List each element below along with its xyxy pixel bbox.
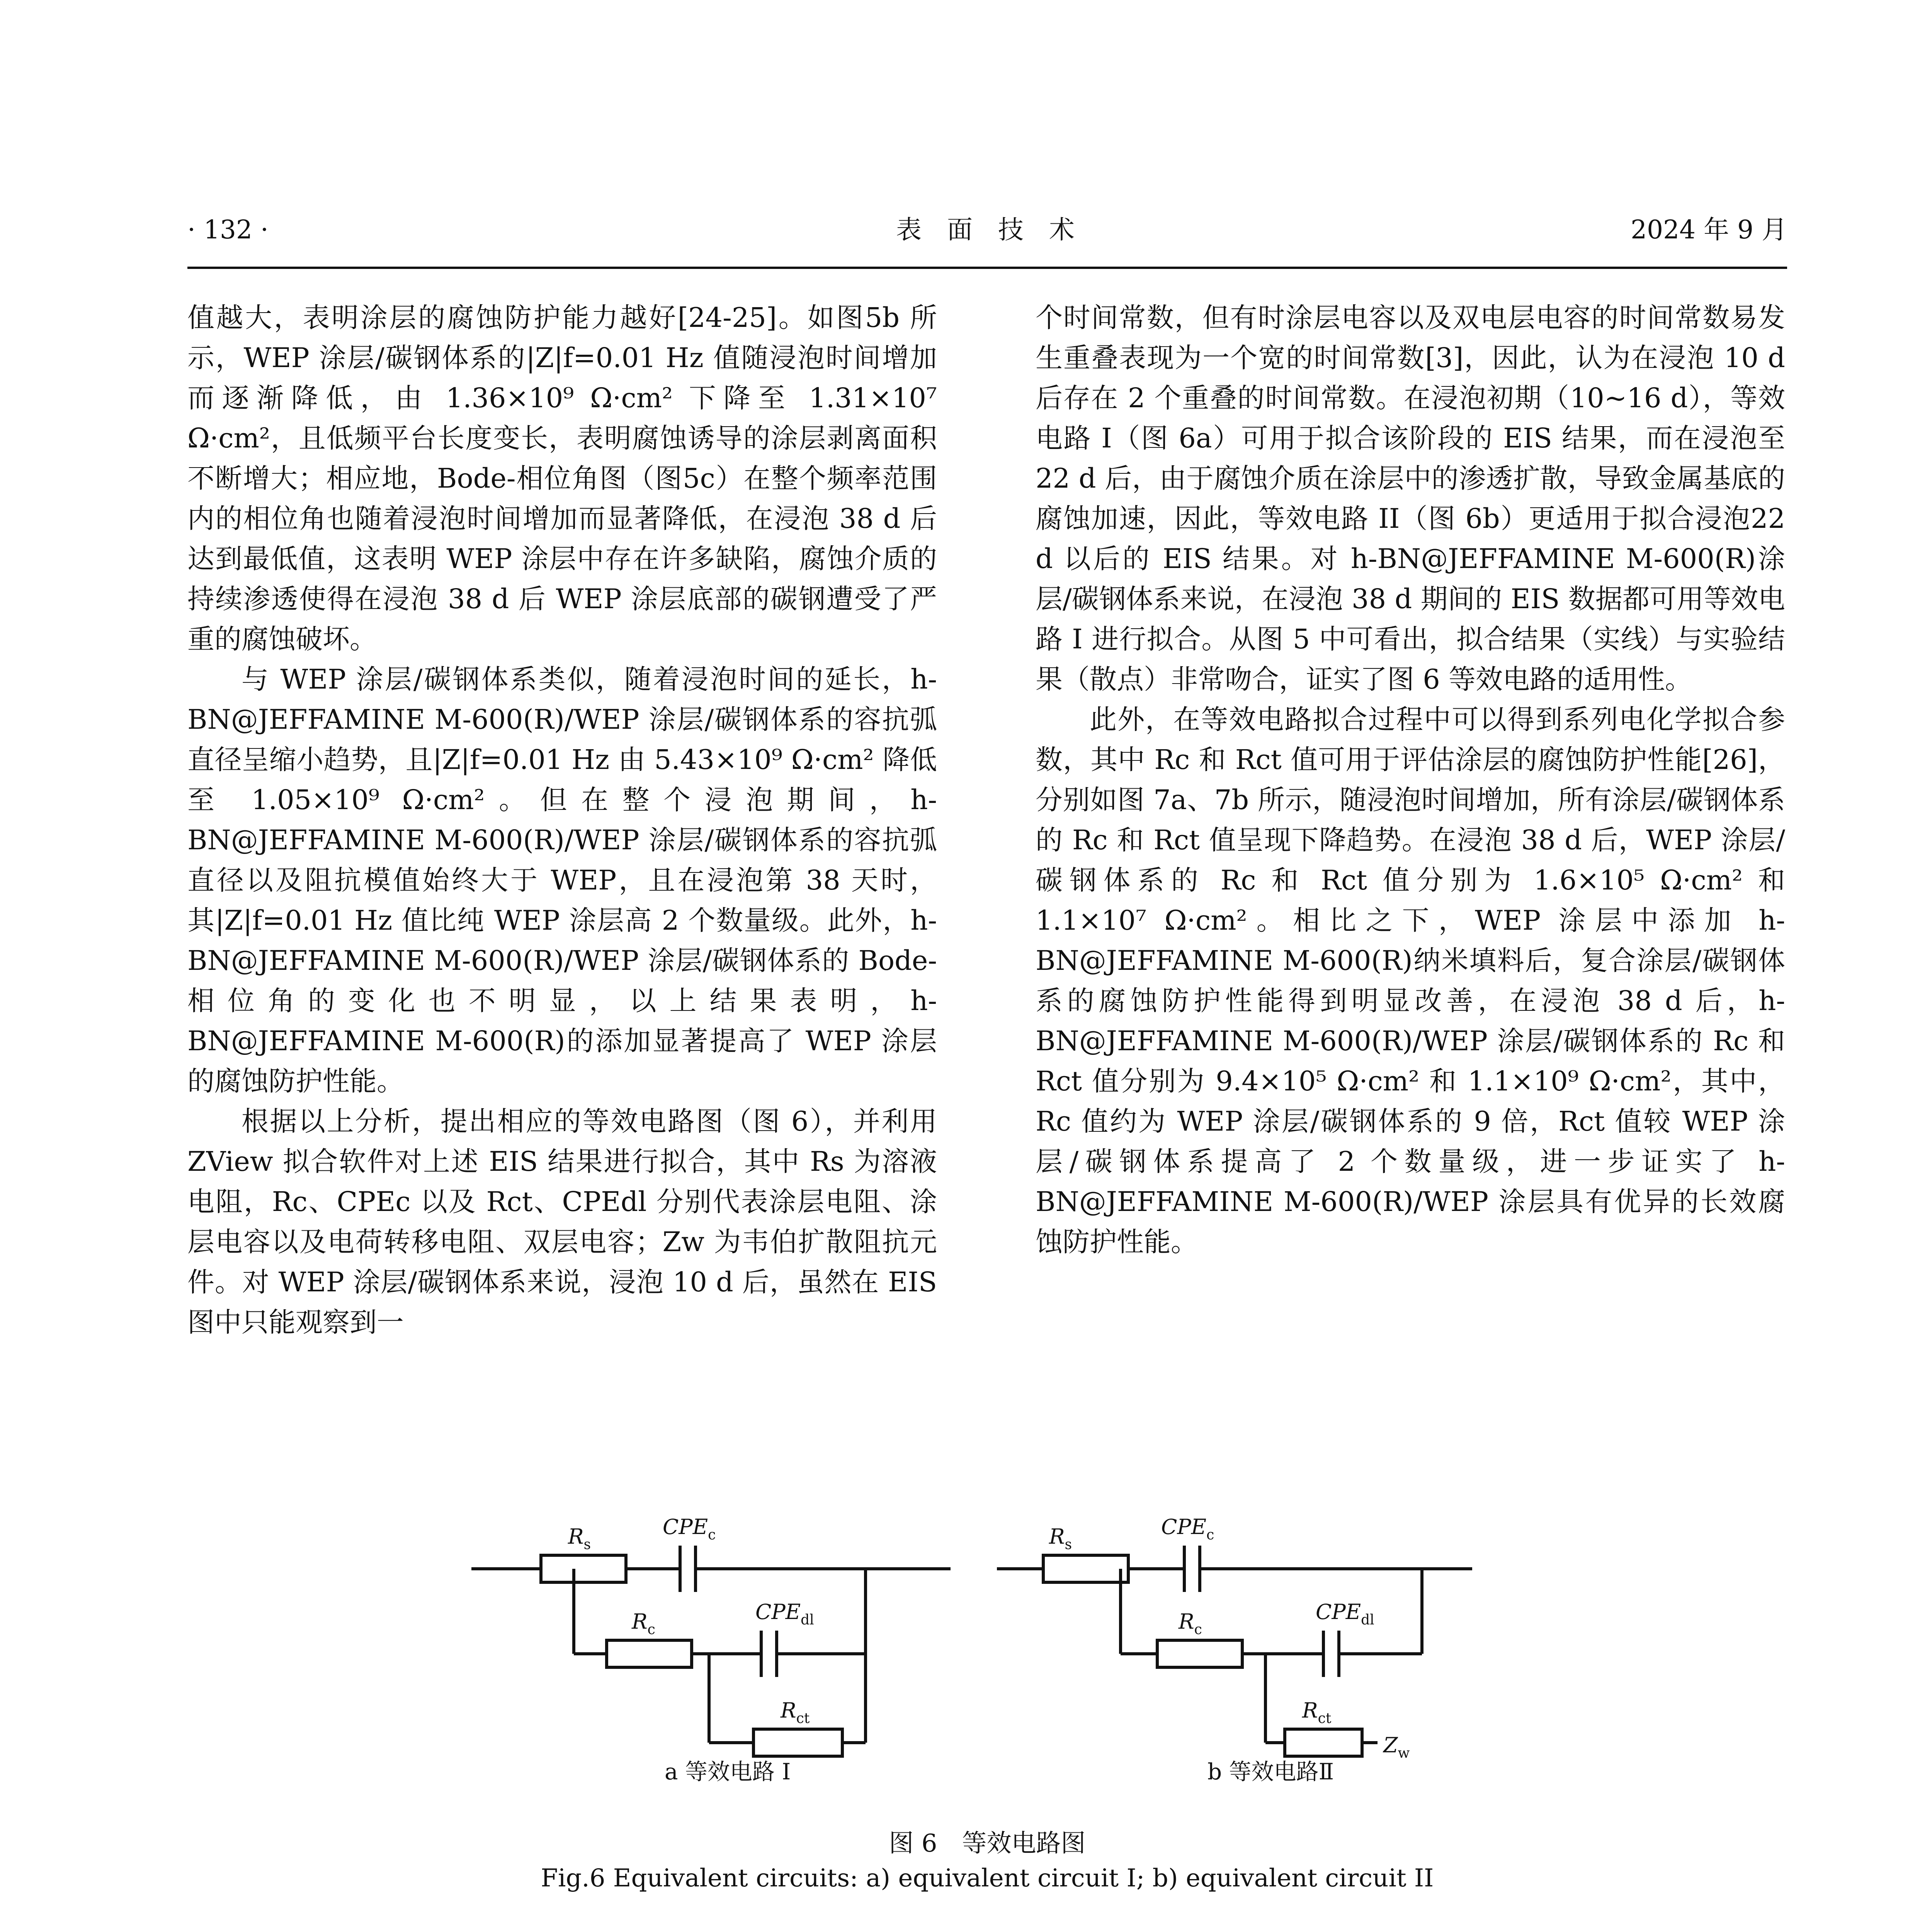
right-column xyxy=(1036,298,1785,1495)
paragraph: 根据以上分析，提出相应的等效电路图（图 6），并利用 ZView 拟合软件对上述 EIS 结果进行拟合，其中 Rs 为溶液电阻，Rc、CPEc 以及 Rct、CPEdl 分别代表涂层电阻、涂层电容以及电荷转移电阻、双层电容；Zw 为韦伯扩散阻抗元件。对 WEP 涂层/碳钢体系来说，浸泡 10 d 后，虽然在 EIS 图中只能观察到一 xyxy=(187,1105,937,1338)
circuit-diagram-a xyxy=(471,1507,974,1785)
page-number: · 132 · xyxy=(187,215,269,245)
figure6-caption-en: Fig.6 Equivalent circuits: a) equivalent circuit I; b) equivalent circuit II xyxy=(541,1864,1434,1893)
rs-label: $R_s$ xyxy=(568,1524,591,1553)
cpe-dl-label: $CPE_{dl}$ xyxy=(755,1600,814,1628)
left-column xyxy=(187,298,937,1495)
paragraph: 此外，在等效电路拟合过程中可以得到系列电化学拟合参数，其中 Rc 和 Rct 值可用于评估涂层的腐蚀防护性能[26]，分别如图 7a、7b 所示，随浸泡时间增加，所有涂层/碳钢体系的 Rc 和 Rct 值呈现下降趋势。在浸泡 38 d 后，WEP 涂层/碳钢体系的 Rc 和 Rct 值分别为 1.6×10⁵ Ω·cm² 和 1.1×10⁷ Ω·cm²。相比之下，WEP 涂层中添加 h-BN@JEFFAMINE M-600(R)纳米填料后，复合涂层/碳钢体系的腐蚀防护性能得到明显改善，在浸泡 38 d 后，h-BN@JEFFAMINE M-600(R)/WEP 涂层/碳钢体系的 Rc 和 Rct 值分别为 9.4×10⁵ Ω·cm² 和 1.1×10⁹ Ω·cm²，其中，Rc 值约为 WEP 涂层/碳钢体系的 9 倍，Rct 值较 WEP 涂层/碳钢体系提高了 2 个数量级，进一步证实了 h-BN@JEFFAMINE M-600(R)/WEP 涂层具有优异的长效腐蚀防护性能。 xyxy=(1036,704,1785,1258)
rs-label: $R_s$ xyxy=(1049,1524,1072,1553)
zw-label: $Z_w$ xyxy=(1383,1733,1410,1761)
rc-label: $R_c$ xyxy=(632,1609,655,1638)
figure6-caption-cn: 图 6 等效电路图 xyxy=(889,1829,1086,1858)
chart-rct xyxy=(966,1924,1642,1932)
rc-label: $R_c$ xyxy=(1179,1609,1202,1638)
circuit-diagram-b xyxy=(997,1507,1499,1785)
paragraph: 与 WEP 涂层/碳钢体系类似，随着浸泡时间的延长，h-BN@JEFFAMINE M-600(R)/WEP 涂层/碳钢体系的容抗弧直径呈缩小趋势，且|Z|f=0.01 Hz 由 5.43×10⁹ Ω·cm² 降低至 1.05×10⁹ Ω·cm²。但在整个浸泡期间，h-BN@JEFFAMINE M-600(R)/WEP 涂层/碳钢体系的容抗弧直径以及阻抗模值始终大于 WEP，且在浸泡第 38 天时，其|Z|f=0.01 Hz 值比纯 WEP 涂层高 2 个数量级。此外，h-BN@JEFFAMINE M-600(R)/WEP 涂层/碳钢体系的 Bode-相位角的变化也不明显，以上结果表明，h-BN@JEFFAMINE M-600(R)的添加显著提高了 WEP 涂层的腐蚀防护性能。 xyxy=(187,663,937,1097)
paragraph: 值越大，表明涂层的腐蚀防护能力越好[24-25]。如图5b 所示，WEP 涂层/碳钢体系的|Z|f=0.01 Hz 值随浸泡时间增加而逐渐降低，由 1.36×10⁹ Ω·cm² 下降至 1.31×10⁷ Ω·cm²，且低频平台长度变长，表明腐蚀诱导的涂层剥离面积不断增大；相应地，Bode-相位角图（图5c）在整个频率范围内的相位角也随着浸泡时间增加而显著降低，在浸泡 38 d 后达到最低值，这表明 WEP 涂层中存在许多缺陷，腐蚀介质的持续渗透使得在浸泡 38 d 后 WEP 涂层底部的碳钢遭受了严重的腐蚀破坏。 xyxy=(187,302,937,655)
cpe-dl-label: $CPE_{dl}$ xyxy=(1316,1600,1374,1628)
chart-rc xyxy=(332,1924,1009,1932)
rct-label: $R_{ct}$ xyxy=(781,1698,810,1726)
journal-title: 表 面 技 术 xyxy=(896,215,1075,245)
header-rule xyxy=(187,267,1787,269)
cpe-c-label: $CPE_c$ xyxy=(663,1515,716,1543)
rct-label: $R_{ct}$ xyxy=(1302,1698,1332,1726)
circuit-a-label: a 等效电路 I xyxy=(665,1759,791,1785)
circuit-b-label: b 等效电路Ⅱ xyxy=(1208,1759,1334,1785)
cpe-c-label: $CPE_c$ xyxy=(1161,1515,1214,1543)
issue-date: 2024 年 9 月 xyxy=(1631,215,1787,245)
paragraph: 个时间常数，但有时涂层电容以及双电层电容的时间常数易发生重叠表现为一个宽的时间常数[3]，因此，认为在浸泡 10 d 后存在 2 个重叠的时间常数。在浸泡初期（10~16 d），等效电路 I（图 6a）可用于拟合该阶段的 EIS 结果，而在浸泡至 22 d 后，由于腐蚀介质在涂层中的渗透扩散，导致金属基底的腐蚀加速，因此，等效电路 II（图 6b）更适用于拟合浸泡22 d 以后的 EIS 结果。对 h-BN@JEFFAMINE M-600(R)涂层/碳钢体系来说，在浸泡 38 d 期间的 EIS 数据都可用等效电路 I 进行拟合。从图 5 中可看出，拟合结果（实线）与实验结果（散点）非常吻合，证实了图 6 等效电路的适用性。 xyxy=(1036,302,1785,695)
